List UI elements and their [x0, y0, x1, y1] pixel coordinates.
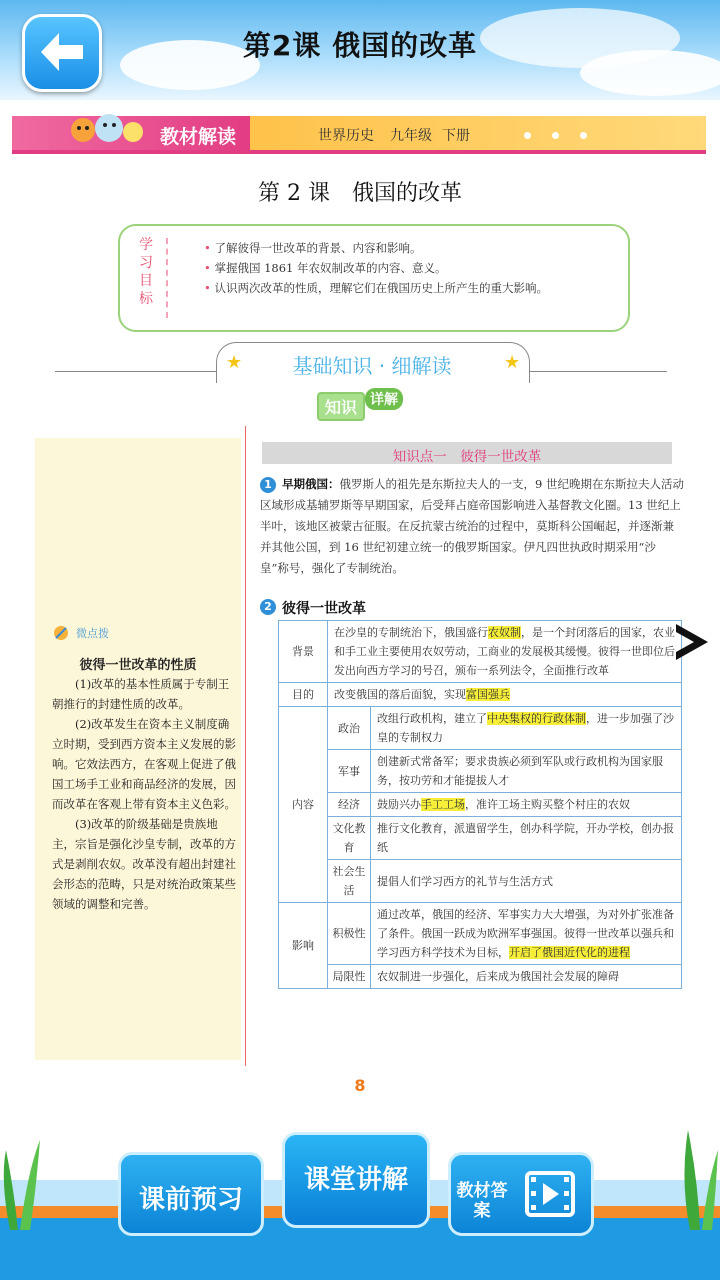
- star-icon: ★: [504, 352, 521, 373]
- book-volume: 下册: [442, 128, 470, 144]
- table-row: 背景 在沙皇的专制统治下，俄国盛行农奴制，是一个封闭落后的国家，农业和手工业主要使用农奴劳动，工商业的发展极其缓慢。彼得一世即位后发出向西方学习的号召，颁布一系列法令，全面推行改革: [279, 621, 682, 683]
- tip-body: (1)改革的基本性质属于专制王朝推行的封建性质的改革。 (2)改革发生在资本主义制度确立时期，受到西方资本主义发展的影响。它效法西方，在客观上促进了俄国工场手工业和商品经济的发展，因而改革在客观上带有资本主义色彩。 (3)改革的阶级基础是贵族地主，宗旨是强化沙皇专制，改革的方式是剥削农奴。改革没有超出封建社会形态的范畴，只是对统治政策某些领域的调整和完善。: [52, 677, 236, 911]
- tip-label: 微点拨: [76, 627, 109, 640]
- grass-decoration: [0, 1140, 50, 1230]
- film-play-icon: [525, 1171, 575, 1217]
- table-row: 影响 积极性 通过改革，俄国的经济、军事实力大大增强，为对外扩张准备了条件。俄国一跃成为欧洲军事强国。彼得一世改革以强兵和学习西方科学技术为目标，开启了俄国近代化的进程: [279, 903, 682, 965]
- table-row: 目的 改变俄国的落后面貌，实现富国强兵: [279, 683, 682, 707]
- list-item: • 了解彼得一世改革的背景、内容和影响。: [204, 241, 422, 255]
- grass-decoration: [676, 1130, 720, 1230]
- list-item: • 掌握俄国 1861 年农奴制改革的内容、意义。: [204, 261, 447, 275]
- chevron-right-icon[interactable]: [672, 620, 712, 664]
- page-number: 8: [354, 1076, 366, 1095]
- dot-decoration: [580, 132, 587, 139]
- tip-title: 彼得一世改革的性质: [79, 658, 197, 673]
- tab-lecture[interactable]: 课堂讲解: [282, 1132, 430, 1228]
- mascot-icon: [67, 110, 147, 146]
- reform-table: [278, 620, 682, 989]
- table-row: 文化教育 推行文化教育，派遣留学生，创办科学院，开办学校，创办报纸: [279, 817, 682, 860]
- book-subject: 世界历史: [318, 128, 374, 144]
- objectives-label: 学 习 目 标: [139, 237, 153, 307]
- section-name: 教材解读: [160, 126, 237, 148]
- section-title: 基础知识 · 细解读: [292, 354, 452, 378]
- reform-heading: 彼得一世改革: [282, 601, 366, 617]
- table-row: 局限性 农奴制进一步强化，后来成为俄国社会发展的障碍: [279, 965, 682, 989]
- star-icon: ★: [226, 352, 243, 373]
- screen-title: 第2课 俄国的改革: [242, 29, 478, 62]
- tab-answers[interactable]: 教材答案: [448, 1152, 594, 1236]
- knowledge-tag: 知识 详解: [317, 388, 425, 418]
- top-bar: [0, 0, 720, 100]
- pencil-mascot-icon: [52, 624, 70, 642]
- book-grade: 九年级: [390, 128, 432, 144]
- table-row: 社会生活 提倡人们学习西方的礼节与生活方式: [279, 860, 682, 903]
- table-row: 内容 政治 改组行政机构，建立了中央集权的行政体制，进一步加强了沙皇的专制权力: [279, 707, 682, 750]
- textbook-banner: [12, 110, 706, 150]
- early-russia-paragraph: 早期俄国：俄罗斯人的祖先是东斯拉夫人的一支，9 世纪晚期在东斯拉夫人活动区域形成基辅罗斯等早期国家，后受拜占庭帝国影响进入基督教文化圈。13 世纪上半叶，该地区被蒙古征服。在反抗蒙古统治的过程中，莫斯科公国崛起，并逐渐兼并其他公国，到 16 世纪初建立统一的俄罗斯国家。伊凡四世执政时期采用“沙皇”称号，强化了专制统治。: [260, 477, 684, 575]
- dot-decoration: [552, 132, 559, 139]
- lesson-title: 第 2 课 俄国的改革: [258, 181, 462, 206]
- dot-decoration: [524, 132, 531, 139]
- list-item: • 认识两次改革的性质，理解它们在俄国历史上所产生的重大影响。: [204, 281, 548, 295]
- tab-preview[interactable]: 课前预习: [118, 1152, 264, 1236]
- objectives-list: [204, 238, 604, 298]
- point-number: 1: [260, 477, 276, 493]
- table-row: 经济 鼓励兴办手工工场，准许工场主购买整个村庄的农奴: [279, 793, 682, 817]
- point-number: 2: [260, 599, 276, 615]
- learning-objectives: [118, 224, 630, 332]
- table-row: 军事 创建新式常备军；要求贵族必须到军队或行政机构为国家服务，按功劳和才能提拔人才: [279, 750, 682, 793]
- knowledge-point-title: 知识点一 彼得一世改革: [392, 449, 542, 465]
